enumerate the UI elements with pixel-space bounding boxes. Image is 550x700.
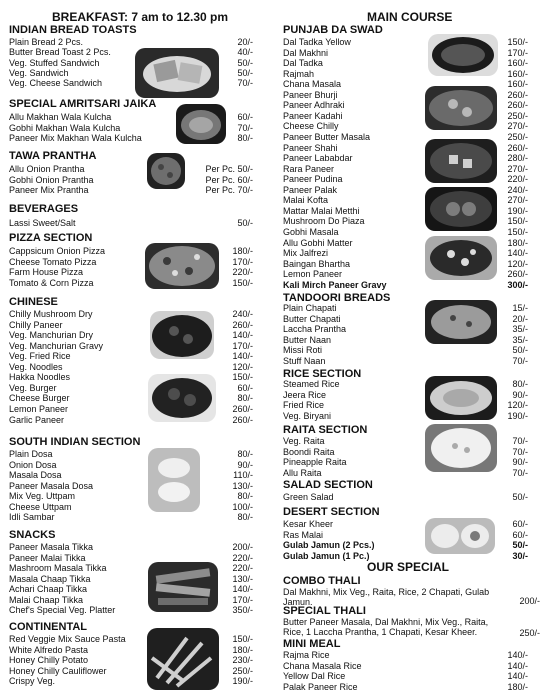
- menu-item-name: Veg. Burger: [9, 382, 57, 393]
- menu-item-name: Ras Malai: [283, 529, 324, 540]
- section-title: SNACKS: [9, 529, 56, 541]
- menu-item-name: Mushroom Do Piaza: [283, 216, 365, 227]
- menu-item-name: Achari Chaap Tikka: [9, 584, 88, 594]
- menu-item-price: 250/-: [507, 131, 528, 142]
- menu-item-price: 50/-: [512, 540, 528, 550]
- menu-item-price: 20/-: [237, 37, 253, 47]
- menu-item-price: 220/-: [232, 267, 253, 277]
- raita-photo: [425, 424, 497, 472]
- menu-item-price: 50/-: [237, 57, 253, 68]
- menu-item-price: 260/-: [507, 89, 528, 100]
- menu-item-name: Baingan Bhartha: [283, 258, 351, 269]
- dal-photo: [428, 34, 498, 76]
- menu-item-price: Per Pc. 60/-: [205, 174, 253, 185]
- breakfast-title: BREAKFAST: 7 am to 12.30 pm: [52, 10, 229, 24]
- paneer-butter-masala-photo: [425, 139, 497, 183]
- special-title: COMBO THALI: [283, 575, 361, 587]
- section-title: TAWA PRANTHA: [9, 150, 97, 162]
- menu-item-name: Lemon Paneer: [9, 403, 69, 414]
- menu-item-name: Paneer Mix Prantha: [9, 185, 89, 195]
- menu-item-price: 35/-: [512, 334, 528, 345]
- menu-item-name: Veg. Stuffed Sandwich: [9, 57, 100, 68]
- menu-item-price: 150/-: [232, 634, 253, 644]
- menu-item-name: Paneer Mix Makhan Wala Kulcha: [9, 133, 142, 143]
- toast-sandwich-photo: [135, 48, 219, 98]
- menu-item-price: 140/-: [507, 671, 528, 681]
- menu-item-price: 90/-: [237, 459, 253, 470]
- menu-item-name: Paneer Adhraki: [283, 100, 345, 111]
- menu-item-name: Paneer Pudina: [283, 174, 343, 185]
- manchurian-photo: [148, 374, 216, 422]
- menu-item-price: 60/-: [237, 112, 253, 122]
- menu-item-price: 50/-: [237, 218, 253, 228]
- menu-item-name: Boondi Raita: [283, 446, 335, 457]
- menu-item-name: Kali Mirch Paneer Gravy: [283, 279, 387, 290]
- menu-item-price: 120/-: [507, 400, 528, 410]
- menu-item-price: 150/-: [507, 216, 528, 227]
- menu-item-name: Chef's Special Veg. Platter: [9, 605, 116, 615]
- menu-item-price: 180/-: [507, 681, 528, 692]
- menu-item-name: Mix Veg. Uttpam: [9, 491, 76, 501]
- menu-item-name: Dal Tadka Yellow: [283, 37, 351, 47]
- menu-item-name: Farm House Pizza: [9, 267, 84, 277]
- special-title: SPECIAL THALI: [283, 605, 366, 617]
- menu-item-price: 30/-: [512, 550, 528, 561]
- menu-item-price: 140/-: [507, 248, 528, 258]
- menu-item-name: Veg. Cheese Sandwich: [9, 78, 103, 89]
- menu-item-price: 90/-: [512, 457, 528, 467]
- menu-item-price: 160/-: [507, 79, 528, 90]
- menu-item-price: 180/-: [507, 237, 528, 248]
- rice-photo: [425, 376, 497, 420]
- menu-item-name: Rajmah: [283, 68, 315, 79]
- menu-item-name: Gulab Jamun (2 Pcs.): [283, 540, 375, 550]
- menu-item-price: 240/-: [232, 309, 253, 319]
- menu-item-name: Malai Kofta: [283, 195, 329, 206]
- menu-item-name: Honey Chilly Cauliflower: [9, 665, 107, 676]
- menu-item-price: 220/-: [507, 174, 528, 185]
- tandoori-bread-photo: [425, 300, 497, 344]
- menu-item-price: 240/-: [507, 184, 528, 195]
- section-title: RAITA SECTION: [283, 424, 368, 436]
- menu-item-name: Chilly Mushroom Dry: [9, 309, 93, 319]
- menu-item-name: Masala Chaap Tikka: [9, 573, 91, 584]
- menu-item-price: 190/-: [232, 676, 253, 686]
- menu-item-name: Gobhi Makhan Wala Kulcha: [9, 122, 121, 133]
- menu-item-name: Tomato & Corn Pizza: [9, 277, 94, 288]
- menu-item-price: 170/-: [232, 340, 253, 351]
- menu-item-name: Crispy Veg.: [9, 676, 56, 686]
- menu-item-name: Paneer Masala Dosa: [9, 480, 94, 491]
- menu-item-name: Stuff Naan: [283, 355, 326, 366]
- menu-item-name: Masala Dosa: [9, 470, 62, 480]
- menu-item-price: 50/-: [512, 345, 528, 355]
- menu-item-name: Red Veggie Mix Sauce Pasta: [9, 634, 126, 644]
- section-title: BEVERAGES: [9, 203, 79, 215]
- menu-item-name: Cappsicum Onion Pizza: [9, 246, 106, 256]
- menu-item-name: Plain Bread 2 Pcs.: [9, 37, 84, 47]
- menu-item-price: 60/-: [512, 519, 528, 529]
- menu-item-price: 350/-: [232, 605, 253, 615]
- section-title: DESERT SECTION: [283, 506, 380, 518]
- menu-item-price: 180/-: [232, 246, 253, 256]
- menu-item-price: 140/-: [232, 584, 253, 594]
- tikka-platter-photo: [148, 562, 218, 612]
- menu-item-name: Paneer Butter Masala: [283, 131, 371, 142]
- menu-item-name: Paneer Malai Tikka: [9, 552, 86, 563]
- menu-item-price: 270/-: [507, 195, 528, 206]
- menu-item-name: Hakka Noodles: [9, 372, 71, 383]
- menu-item-name: Plain Chapati: [283, 303, 337, 313]
- honey-chilly-potato-photo: [147, 628, 219, 690]
- section-title: INDIAN BREAD TOASTS: [9, 24, 137, 36]
- menu-item-name: Plain Dosa: [9, 449, 53, 459]
- menu-item-name: Green Salad: [283, 492, 334, 502]
- menu-item-name: White Alfredo Pasta: [9, 644, 89, 655]
- menu-item-name: Allu Makhan Wala Kulcha: [9, 112, 112, 122]
- menu-item-name: Cheese Tomato Pizza: [9, 256, 97, 267]
- prantha-photo: [147, 153, 185, 189]
- menu-item-name: Cheese Burger: [9, 393, 70, 404]
- menu-item-name: Mashroom Masala Tikka: [9, 563, 107, 573]
- menu-item-price: 260/-: [507, 100, 528, 111]
- menu-item-name: Paneer Bhurji: [283, 89, 338, 100]
- menu-item-name: Paneer Shahi: [283, 142, 338, 153]
- menu-item-price: 70/-: [512, 467, 528, 478]
- menu-item-name: Butter Bread Toast 2 Pcs.: [9, 47, 111, 58]
- menu-item-name: Kesar Kheer: [283, 519, 334, 529]
- menu-item-name: Palak Paneer Rice: [283, 681, 358, 692]
- menu-item-name: Honey Chilly Potato: [9, 655, 89, 665]
- menu-item-name: Veg. Noodles: [9, 361, 63, 372]
- menu-item-price: 150/-: [507, 37, 528, 47]
- menu-item-name: Butter Naan: [283, 334, 332, 345]
- menu-item-name: Allu Raita: [283, 467, 322, 478]
- menu-item-name: Lassi Sweet/Salt: [9, 218, 76, 228]
- menu-item-price: 260/-: [507, 142, 528, 153]
- menu-item-price: 250/-: [232, 665, 253, 676]
- menu-item-price: 170/-: [232, 256, 253, 267]
- special-price: 200/-: [519, 596, 540, 606]
- kofta-photo: [425, 187, 497, 231]
- menu-item-name: Paneer Kadahi: [283, 110, 343, 121]
- section-title: TANDOORI BREADS: [283, 292, 391, 304]
- menu-item-price: 160/-: [507, 58, 528, 69]
- menu-item-name: Mix Jalfrezi: [283, 248, 329, 258]
- main-course-title: MAIN COURSE: [367, 10, 453, 24]
- menu-item-price: 50/-: [237, 67, 253, 78]
- menu-item-name: Rajma Rice: [283, 650, 330, 660]
- menu-item-price: 80/-: [237, 512, 253, 522]
- menu-item-price: 20/-: [512, 313, 528, 324]
- menu-item-price: 120/-: [232, 361, 253, 372]
- menu-item-name: Idli Sambar: [9, 512, 55, 522]
- menu-item-price: 130/-: [232, 480, 253, 491]
- menu-item-price: 280/-: [507, 153, 528, 164]
- menu-item-price: 110/-: [233, 470, 253, 480]
- menu-item-price: 80/-: [237, 449, 253, 459]
- menu-item-name: Cheese Uttpam: [9, 501, 72, 512]
- menu-item-name: Paneer Lababdar: [283, 153, 353, 164]
- menu-item-name: Veg. Sandwich: [9, 67, 69, 78]
- menu-item-name: Pineapple Raita: [283, 457, 347, 467]
- menu-item-price: 250/-: [507, 110, 528, 121]
- menu-item-price: 140/-: [232, 351, 253, 362]
- section-title: SOUTH INDIAN SECTION: [9, 436, 141, 448]
- our-special-title: OUR SPECIAL: [367, 560, 450, 574]
- menu-item-name: Butter Chapati: [283, 313, 341, 324]
- menu-item-name: Veg. Manchurian Dry: [9, 330, 94, 341]
- menu-item-name: Fried Rice: [283, 400, 325, 410]
- menu-item-price: 260/-: [232, 403, 253, 414]
- menu-item-price: 190/-: [507, 205, 528, 216]
- menu-item-price: 150/-: [232, 277, 253, 288]
- menu-item-price: 190/-: [507, 410, 528, 421]
- menu-item-price: 70/-: [512, 446, 528, 457]
- pizza-photo: [145, 243, 219, 289]
- menu-item-name: Rara Paneer: [283, 163, 335, 174]
- menu-item-price: 200/-: [232, 542, 253, 552]
- special-description: Dal Makhni, Mix Veg., Raita, Rice, 2 Chapati, Gulab Jamun.: [283, 587, 490, 607]
- menu-item-price: 80/-: [512, 379, 528, 389]
- menu-item-name: Veg. Biryani: [283, 410, 332, 421]
- menu-item-price: 70/-: [512, 436, 528, 446]
- menu-item-price: 230/-: [232, 655, 253, 665]
- special-price: 250/-: [519, 628, 540, 638]
- menu-item-name: Veg. Manchurian Gravy: [9, 340, 104, 351]
- menu-item-name: Dal Makhni: [283, 47, 329, 58]
- menu-item-name: Chana Masala: [283, 79, 342, 90]
- menu-item-price: 150/-: [232, 372, 253, 383]
- menu-item-price: 220/-: [232, 563, 253, 573]
- menu-item-price: 100/-: [232, 501, 253, 512]
- menu-item-name: Paneer Palak: [283, 184, 338, 195]
- menu-item-name: Laccha Prantha: [283, 324, 347, 334]
- section-title: SALAD SECTION: [283, 479, 373, 491]
- menu-item-price: 220/-: [232, 552, 253, 563]
- kulcha-photo: [176, 104, 226, 144]
- menu-item-price: 80/-: [237, 393, 253, 404]
- idli-photo: [148, 448, 200, 512]
- menu-item-price: 260/-: [232, 319, 253, 330]
- section-title: CONTINENTAL: [9, 621, 88, 633]
- menu-item-price: 130/-: [232, 573, 253, 584]
- menu-item-price: 180/-: [232, 644, 253, 655]
- jalfrezi-photo: [425, 236, 497, 280]
- menu-item-price: Per Pc. 50/-: [205, 164, 253, 174]
- menu-item-name: Chana Masala Rice: [283, 660, 362, 671]
- menu-item-name: Chilly Paneer: [9, 319, 63, 330]
- menu-item-price: 60/-: [237, 382, 253, 393]
- menu-item-name: Garlic Paneer: [9, 414, 65, 425]
- menu-item-name: Allu Gobhi Matter: [283, 237, 353, 248]
- menu-item-name: Gulab Jamun (1 Pc.): [283, 550, 370, 561]
- section-title: MINI MEAL: [283, 638, 341, 650]
- chilly-paneer-photo: [150, 311, 214, 359]
- section-title: RICE SECTION: [283, 368, 362, 380]
- menu-item-name: Steamed Rice: [283, 379, 340, 389]
- menu-item-name: Mattar Malai Metthi: [283, 205, 360, 216]
- menu-item-price: 150/-: [507, 226, 528, 237]
- menu-item-price: 270/-: [507, 163, 528, 174]
- menu-item-name: Jeera Rice: [283, 389, 327, 400]
- menu-item-name: Veg. Fried Rice: [9, 351, 71, 362]
- menu-item-price: 70/-: [237, 122, 253, 133]
- menu-item-name: Gobhi Onion Prantha: [9, 174, 94, 185]
- menu-item-price: 50/-: [512, 492, 528, 502]
- menu-item-price: 90/-: [512, 389, 528, 400]
- menu-item-price: Per Pc. 70/-: [205, 185, 253, 195]
- menu-item-price: 70/-: [237, 78, 253, 89]
- menu-item-name: Malai Chaap Tikka: [9, 594, 84, 605]
- menu-item-name: Yellow Dal Rice: [283, 671, 346, 681]
- menu-item-price: 70/-: [512, 355, 528, 366]
- menu-item-name: Cheese Chilly: [283, 121, 339, 132]
- menu-item-price: 140/-: [507, 650, 528, 660]
- menu-item-price: 140/-: [232, 330, 253, 341]
- paneer-bhurji-photo: [425, 86, 497, 130]
- menu-item-price: 260/-: [232, 414, 253, 425]
- menu-item-price: 260/-: [507, 269, 528, 280]
- special-description: Butter Paneer Masala, Dal Makhni, Mix Veg., Raita, Rice, 1 Laccha Prantha, 1 Chapati, Kesar Kheer.: [283, 617, 489, 637]
- menu-item-price: 40/-: [237, 47, 253, 58]
- menu-item-price: 15/-: [512, 303, 528, 313]
- menu-item-name: Dal Tadka: [283, 58, 323, 69]
- dessert-photo: [425, 518, 495, 554]
- menu-item-price: 60/-: [512, 529, 528, 540]
- menu-item-name: Gobhi Masala: [283, 226, 339, 237]
- menu-item-price: 300/-: [507, 279, 528, 290]
- menu-item-price: 170/-: [232, 594, 253, 605]
- section-title: SPECIAL AMRITSARI JAIKA: [9, 98, 157, 110]
- menu-item-price: 120/-: [507, 258, 528, 269]
- menu-item-price: 35/-: [512, 324, 528, 334]
- menu-item-price: 170/-: [507, 47, 528, 58]
- menu-item-name: Paneer Masala Tikka: [9, 542, 94, 552]
- menu-item-price: 80/-: [237, 491, 253, 501]
- menu-item-name: Veg. Raita: [283, 436, 325, 446]
- menu-item-price: 140/-: [507, 660, 528, 671]
- menu-item-name: Allu Onion Prantha: [9, 164, 85, 174]
- section-title: PIZZA SECTION: [9, 232, 93, 244]
- menu-item-name: Lemon Paneer: [283, 269, 343, 280]
- menu-item-name: Onion Dosa: [9, 459, 57, 470]
- menu-item-price: 160/-: [507, 68, 528, 79]
- menu-item-price: 80/-: [237, 133, 253, 143]
- menu-item-price: 270/-: [507, 121, 528, 132]
- menu-item-name: Missi Roti: [283, 345, 323, 355]
- section-title: PUNJAB DA SWAD: [283, 24, 383, 36]
- section-title: CHINESE: [9, 296, 58, 308]
